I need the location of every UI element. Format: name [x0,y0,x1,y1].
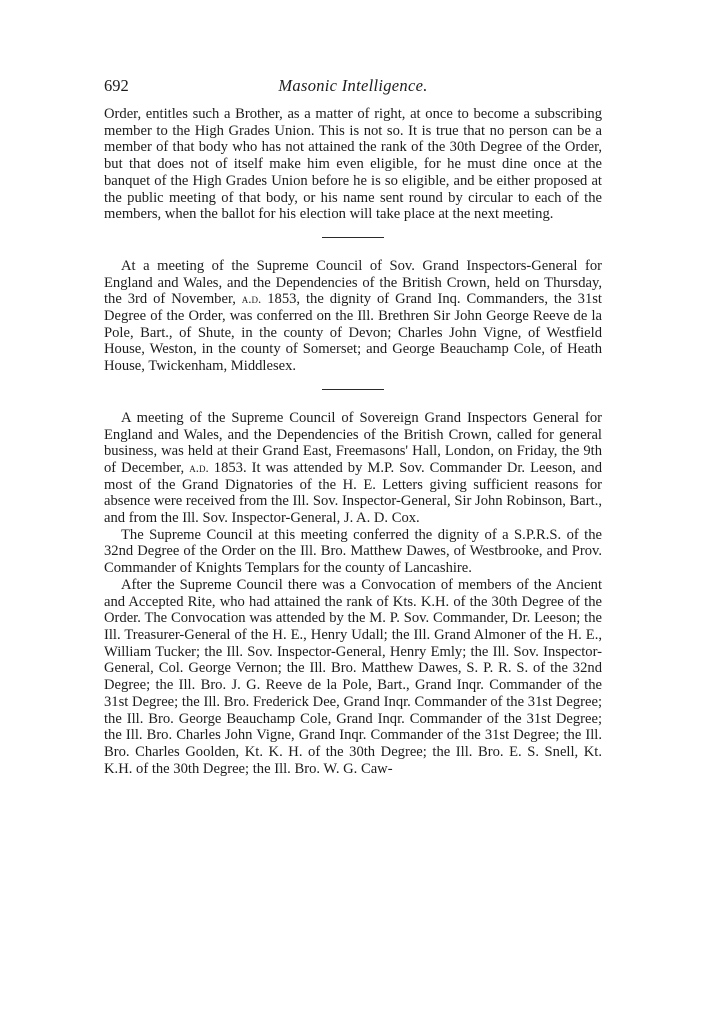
paragraph-text: 1853. It was attended by M.P. Sov. Commander Dr. Leeson, and most of the Grand Dignatories of the H. E. Letters giving sufficient reasons for absence were received from the Ill. Sov. Inspector-General, Sir John Robinson, Bart., and from the Ill. Sov. Inspector-General, J. A. D. Cox. [104,459,602,527]
page-number: 692 [104,76,129,95]
paragraph-december-council [104,410,602,527]
paragraph-text: A meeting of the Supreme Council of Sovereign Grand Inspectors General for England and Wales, and the Dependencies of the British Crown, called for general business, was held at their Grand East, Freemasons' Hall, London, on Friday, the 9th of December, [104,409,602,476]
paragraph-spr-dignity: The Supreme Council at this meeting conferred the dignity of a S.P.R.S. of the 32nd Degree of the Order on the Ill. Bro. Matthew Dawes, of Westbrooke, and Prov. Commander of Knights Templars for the county of Lancashire. [104,526,602,577]
book-page [104,76,602,777]
era-abbreviation: a.d. [241,291,262,307]
paragraph-high-grades-union: Order, entitles such a Brother, as a matter of right, at once to become a subscribing member to the High Grades Union. This is not so. It is true that no person can be a member of that body who has not attained the rank of the 30th Degree of the Order, but that does not of itself make him even eligible, for he must dine once at the banquet of the High Grades Union before he is so eligible, and be either proposed at the public meeting of that body, or his name sent round by circular to each of the members, when the ballot for his election will take place at the next meeting. [104,106,602,223]
running-head [104,76,602,100]
section-divider [322,237,384,238]
paragraph-november-council [104,258,602,375]
era-abbreviation: a.d. [189,459,209,475]
running-title: Masonic Intelligence. [278,76,428,95]
paragraph-convocation: After the Supreme Council there was a Convocation of members of the Ancient and Accepted Rite, who had attained the rank of Kts. K.H. of the 30th Degree of the Order. The Convocation was attended by the M. P. Sov. Commander, Dr. Leeson; the Ill. Treasurer-General of the H. E., Henry Udall; the Ill. Grand Almoner of the H. E., William Tucker; the Ill. Sov. Inspector-General, Henry Emly; the Ill. Sov. Inspector-General, Col. George Vernon; the Ill. Bro. Matthew Dawes, S. P. R. S. of the 32nd Degree; the Ill. Bro. J. G. Reeve de la Pole, Bart., Grand Inqr. Commander of the 31st Degree; the Ill. Bro. Frederick Dee, Grand Inqr. Commander of the 31st Degree; the Ill. Bro. George Beauchamp Cole, Grand Inqr. Commander of the 31st Degree; the Ill. Bro. Charles John Vigne, Grand Inqr. Commander of the 31st Degree; the Ill. Bro. Charles Goolden, Kt. K. H. of the 30th Degree; the Ill. Bro. E. S. Snell, Kt. K.H. of the 30th Degree; the Ill. Bro. W. G. Caw- [104,576,602,777]
paragraph-text: At a meeting of the Supreme Council of Sov. Grand Inspectors-General for England and Wales, and the Dependencies of the British Crown, held on Thursday, the 3rd of November, [104,257,602,308]
paragraph-text: 1853, the dignity of Grand Inq. Commanders, the 31st Degree of the Order, was conferred on the Ill. Brethren Sir John George Reeve de la Pole, Bart., of Shute, in the county of Devon; Charles John Vigne, of Westfield House, Weston, in the county of Somerset; and George Beauchamp Cole, of Heath House, Twickenham, Middlesex. [104,291,602,375]
section-divider [322,389,384,390]
